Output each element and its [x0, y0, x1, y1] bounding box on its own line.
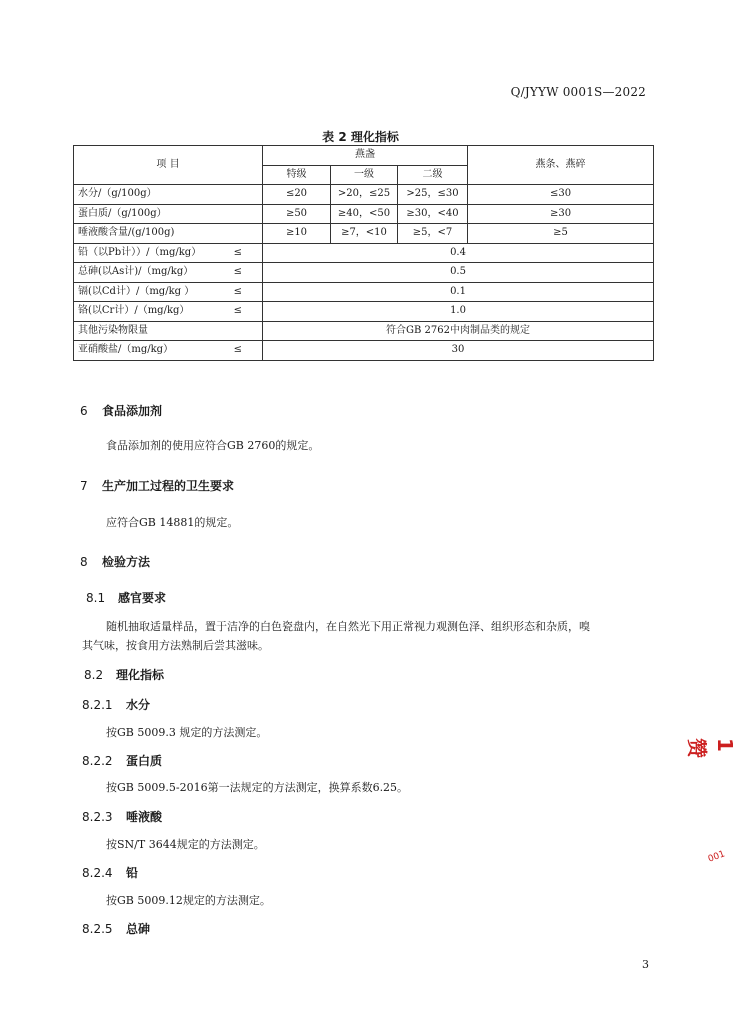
table-row — [74, 224, 654, 244]
section-8-2-3-text: 按SN/T 3644规定的方法测定。 — [106, 838, 265, 851]
seal-stamp-fragment: 1赞 — [685, 738, 737, 758]
section-number: 8.1 — [86, 591, 106, 605]
row-value: ≤20 — [263, 185, 331, 205]
physicochemical-table — [73, 145, 654, 361]
grade-first: 一级 — [331, 165, 398, 185]
section-title: 总砷 — [126, 922, 151, 936]
grade-second: 二级 — [398, 165, 468, 185]
row-item: 水分/（g/100g） — [74, 185, 263, 205]
section-7-text: 应符合GB 14881的规定。 — [106, 516, 239, 529]
table-row — [74, 204, 654, 224]
row-item-label: 铬(以Cr计）/（mg/kg） — [78, 305, 190, 317]
row-limit-value: 1.0 — [263, 302, 654, 322]
seal-stamp-number: 001 — [706, 849, 727, 865]
table-row — [74, 282, 654, 302]
row-item — [74, 341, 263, 361]
row-item-label: 铅（以Pb计））/（mg/kg） — [78, 246, 202, 258]
section-8-1-text-line1: 随机抽取适量样品，置于洁净的白色瓷盘内，在自然光下用正常视力观测色泽、组织形态和杂质，嗅 — [106, 620, 590, 633]
section-8-heading — [80, 553, 150, 570]
row-limit-value: 0.1 — [263, 282, 654, 302]
header-item: 项 目 — [74, 146, 263, 185]
section-8-2-4-text: 按GB 5009.12规定的方法测定。 — [106, 894, 271, 907]
table-row — [74, 243, 654, 263]
row-item — [74, 302, 263, 322]
header-group: 燕盏 — [263, 146, 468, 166]
row-item — [74, 282, 263, 302]
section-title: 生产加工过程的卫生要求 — [102, 479, 235, 493]
row-value: ≤30 — [468, 185, 654, 205]
row-value: ≥7，<10 — [331, 224, 398, 244]
section-number: 8.2 — [84, 668, 104, 682]
section-title: 蛋白质 — [126, 754, 163, 768]
row-item-symbol: ≤ — [233, 344, 242, 356]
section-number: 7 — [80, 479, 88, 493]
section-6-heading — [80, 402, 162, 419]
header-other: 燕条、燕碎 — [468, 146, 654, 185]
table-header-row — [74, 146, 654, 166]
row-item — [74, 263, 263, 283]
section-8-1-text-line2: 其气味，按食用方法熟制后尝其滋味。 — [82, 639, 269, 652]
section-8-2-2-heading — [82, 752, 162, 769]
section-number: 8.2.4 — [82, 866, 113, 880]
row-value: ≥5 — [468, 224, 654, 244]
row-value: >20，≤25 — [331, 185, 398, 205]
section-title: 食品添加剂 — [102, 404, 163, 418]
section-title: 检验方法 — [102, 555, 151, 569]
table-title: 表 2 理化指标 — [322, 130, 399, 144]
section-8-2-4-heading — [82, 864, 138, 881]
table-row — [74, 341, 654, 361]
row-value: ≥5，<7 — [398, 224, 468, 244]
section-6-text: 食品添加剂的使用应符合GB 2760的规定。 — [106, 439, 320, 452]
section-8-2-5-heading — [82, 920, 150, 937]
row-limit-value: 符合GB 2762中肉制品类的规定 — [263, 321, 654, 341]
section-title: 铅 — [126, 866, 139, 880]
row-item-symbol: ≤ — [233, 305, 242, 317]
section-number: 8.2.1 — [82, 698, 113, 712]
table-row — [74, 302, 654, 322]
section-number: 8 — [80, 555, 88, 569]
row-item-symbol: ≤ — [233, 285, 242, 297]
row-limit-value: 0.4 — [263, 243, 654, 263]
row-item-label: 镉(以Cd计）/（mg/kg ） — [78, 285, 195, 297]
section-number: 8.2.2 — [82, 754, 113, 768]
section-8-2-1-heading — [82, 696, 150, 713]
section-8-2-2-text: 按GB 5009.5-2016第一法规定的方法测定，换算系数6.25。 — [106, 781, 409, 794]
row-value: ≥30，<40 — [398, 204, 468, 224]
table-row — [74, 185, 654, 205]
row-limit-value: 0.5 — [263, 263, 654, 283]
section-8-1-heading — [86, 589, 166, 606]
section-number: 8.2.5 — [82, 922, 113, 936]
section-title: 唾液酸 — [126, 810, 163, 824]
section-number: 8.2.3 — [82, 810, 113, 824]
row-value: >25，≤30 — [398, 185, 468, 205]
row-value: ≥30 — [468, 204, 654, 224]
row-item: 蛋白质/（g/100g） — [74, 204, 263, 224]
section-7-heading — [80, 477, 234, 494]
section-title: 理化指标 — [116, 668, 165, 682]
row-value: ≥10 — [263, 224, 331, 244]
section-8-2-3-heading — [82, 808, 162, 825]
row-item — [74, 243, 263, 263]
page-number: 3 — [642, 958, 649, 971]
row-item-symbol: ≤ — [233, 266, 242, 278]
row-item-label: 总砷(以As计)/（mg/kg） — [78, 266, 194, 278]
table-row — [74, 321, 654, 341]
section-title: 感官要求 — [118, 591, 167, 605]
row-item: 唾液酸含量/(g/100g) — [74, 224, 263, 244]
row-item — [74, 321, 263, 341]
section-title: 水分 — [126, 698, 151, 712]
row-limit-value: 30 — [263, 341, 654, 361]
table-row — [74, 263, 654, 283]
document-code: Q/JYYW 0001S—2022 — [510, 85, 646, 99]
row-value: ≥40，<50 — [331, 204, 398, 224]
row-item-label: 其他污染物限量 — [78, 324, 148, 336]
section-8-2-1-text: 按GB 5009.3 规定的方法测定。 — [106, 726, 268, 739]
section-8-2-heading — [84, 666, 164, 683]
row-value: ≥50 — [263, 204, 331, 224]
section-number: 6 — [80, 404, 88, 418]
row-item-symbol: ≤ — [233, 246, 242, 258]
row-item-label: 亚硝酸盐/（mg/kg） — [78, 344, 174, 356]
grade-special: 特级 — [263, 165, 331, 185]
